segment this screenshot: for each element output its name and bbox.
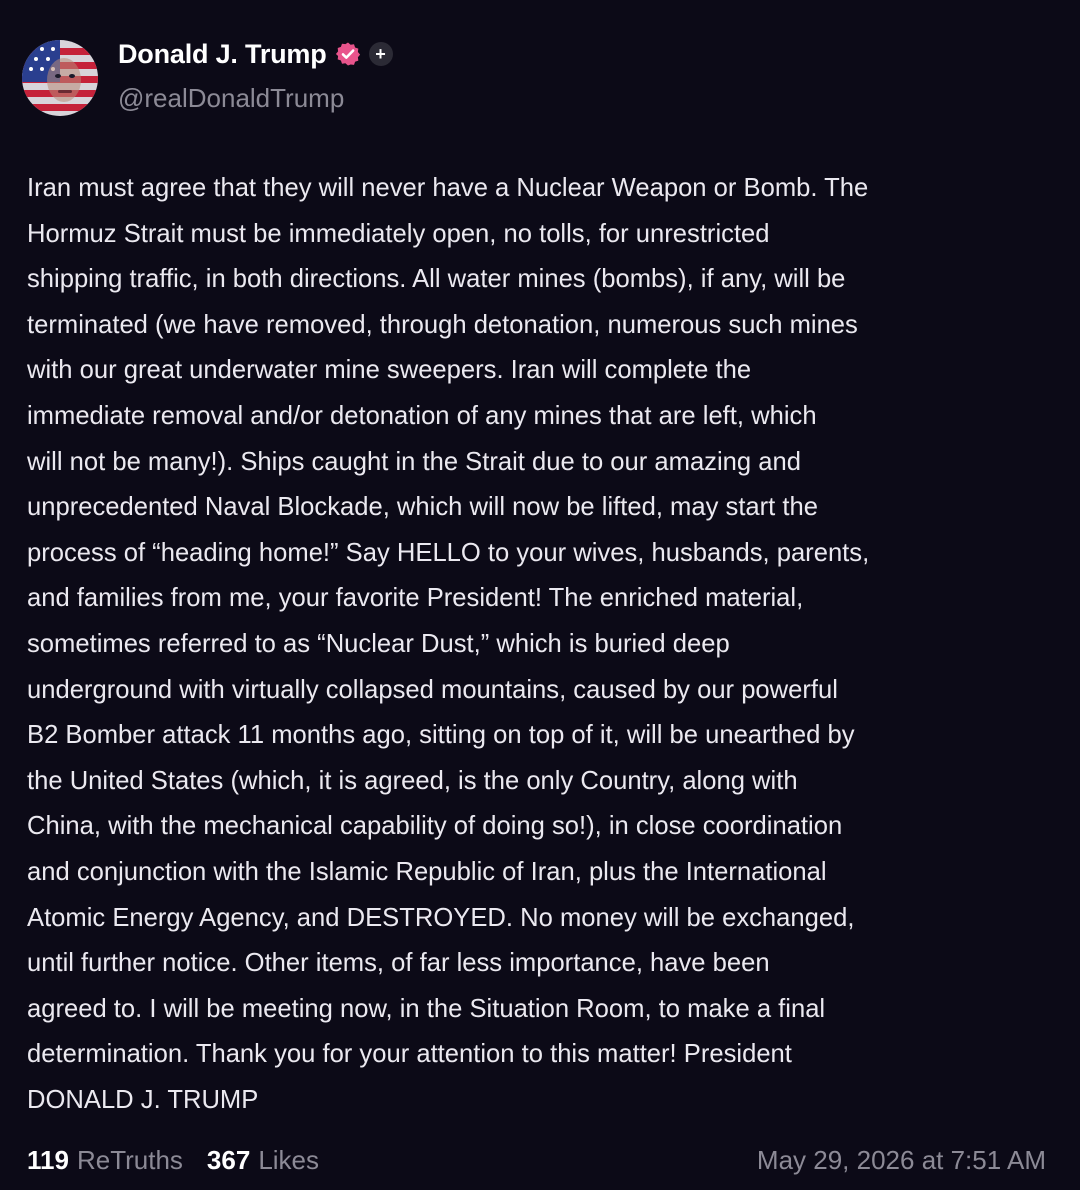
post-text-line: terminated (we have removed, through detonation, numerous such mines (27, 310, 858, 339)
post-header (22, 36, 393, 116)
likes-stat[interactable] (207, 1145, 319, 1176)
plus-icon: + (369, 42, 393, 66)
likes-label: Likes (258, 1144, 320, 1175)
post-text-line: shipping traffic, in both directions. All water mines (bombs), if any, will be (27, 265, 846, 294)
post-footer (27, 1140, 1046, 1180)
author-identity (118, 36, 393, 114)
post-text-line: with our great underwater mine sweepers. Iran will complete the (27, 356, 752, 385)
post-text-line: Iran must agree that they will never have a Nuclear Weapon or Bomb. The (27, 174, 869, 202)
post-text-line: and families from me, your favorite President! The enriched material, (27, 584, 804, 613)
user-handle[interactable]: @realDonaldTrump (118, 83, 345, 113)
post-text-line: sometimes referred to as “Nuclear Dust,” which is buried deep (27, 629, 730, 658)
post-text-line: Hormuz Strait must be immediately open, no tolls, for unrestricted (27, 219, 770, 248)
retruths-stat[interactable] (27, 1145, 183, 1176)
avatar[interactable] (22, 40, 98, 116)
post-text-line: underground with virtually collapsed mountains, caused by our powerful (27, 675, 838, 704)
post-text-line: and conjunction with the Islamic Republic of Iran, plus the International (27, 857, 827, 886)
post-text-line: until further notice. Other items, of far less importance, have been (27, 949, 770, 978)
post-timestamp[interactable]: May 29, 2026 at 7:51 AM (756, 1144, 1046, 1175)
display-name[interactable]: Donald J. Trump (118, 38, 327, 69)
post-text-line: B2 Bomber attack 11 months ago, sitting on top of it, will be unearthed by (27, 721, 855, 750)
post-text-line: DONALD J. TRUMP (27, 1085, 259, 1114)
post-text-line: China, with the mechanical capability of doing so!), in close coordination (27, 812, 843, 841)
verified-badge-icon (335, 41, 361, 67)
post-text-line: Atomic Energy Agency, and DESTROYED. No money will be exchanged, (27, 903, 855, 932)
post-text-line: the United States (which, it is agreed, is the only Country, along with (27, 766, 798, 795)
retruths-count: 119 (27, 1144, 69, 1175)
post-text-line: will not be many!). Ships caught in the Strait due to our amazing and (27, 447, 801, 476)
post-text-line: determination. Thank you for your attention to this matter! President (27, 1040, 792, 1069)
post-text-line: unprecedented Naval Blockade, which will now be lifted, may start the (27, 493, 818, 522)
post-text-line: process of “heading home!” Say HELLO to your wives, husbands, parents, (27, 538, 870, 567)
avatar-image (22, 40, 98, 116)
post-stats (27, 1145, 319, 1176)
post-text-line: immediate removal and/or detonation of any mines that are left, which (27, 401, 817, 430)
post-text-line: agreed to. I will be meeting now, in the Situation Room, to make a final (27, 994, 826, 1023)
post-body (27, 166, 1057, 1123)
likes-count: 367 (206, 1144, 251, 1175)
retruths-label: ReTruths (76, 1144, 183, 1175)
name-row (118, 36, 393, 72)
